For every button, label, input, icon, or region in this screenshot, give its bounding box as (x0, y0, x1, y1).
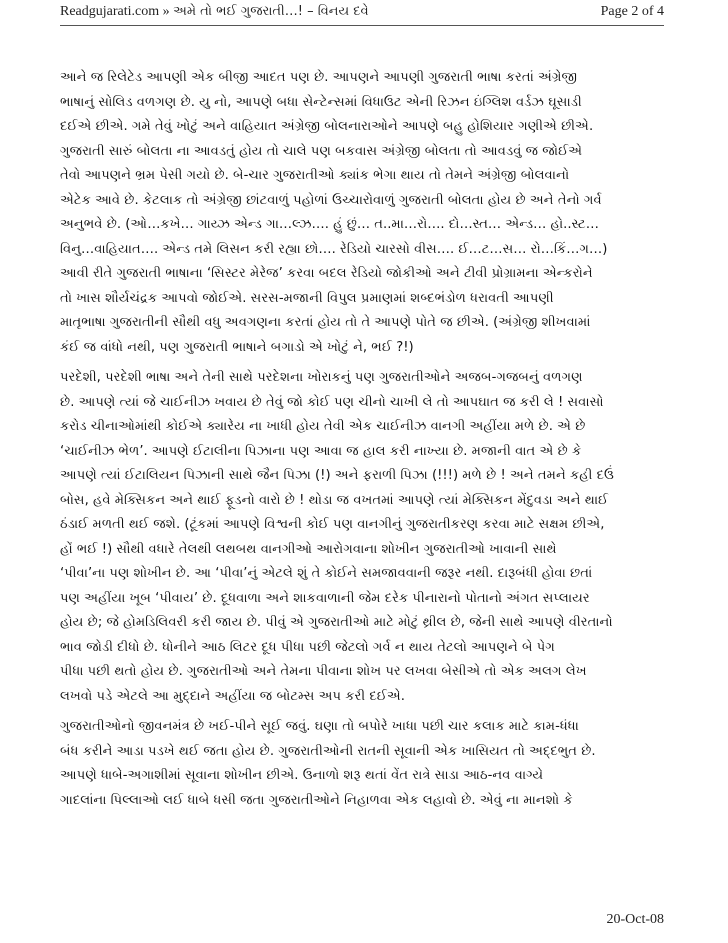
text-line: પરદેશી, પરદેશી ભાષા અને તેની સાથે પરદેશના ખોરાકનું પણ ગુજરાતીઓને અજબ-ગજબનું વળગણ (60, 370, 583, 385)
text-line: હોં ભઈ !) સૌથી વધારે તેલથી લથબથ વાનગીઓ આરોગવાના શોખીન ગુજરાતીઓ ખાવાની સાથે (60, 541, 557, 557)
paragraph (60, 715, 664, 813)
header-left (60, 4, 369, 20)
text-line: ‘ચાઈનીઝ ભેળ’. આપણે ઈટાલીના પિઝાના પણ આવા જ હાલ કરી નાખ્યા છે. મજાની વાત એ છે કે (60, 443, 582, 459)
text-line: છે. આપણે ત્યાં જે ચાઈનીઝ ખવાય છે તેવું જો કોઈ પણ ચીનો ચાખી લે તો આપઘાત જ કરી લે ! સવાસો (60, 394, 604, 410)
text-line: ગુજરાતીઓનો જીવનમંત્ર છે ખઈ-પીને સૂઈ જવું. ઘણા તો બપોરે ખાધા પછી ચાર કલાક માટે કામ-ધંધા (60, 719, 579, 734)
text-line: પીધા પછી થતો હોય છે. ગુજરાતીઓ અને તેમના પીવાના શોખ પર લખવા બેસીએ તો એક અલગ લેખ (60, 664, 587, 679)
text-line: ભાષાનું સોલિડ વળગણ છે. યુ નો, આપણે બધા સેન્ટેન્સમાં વિધાઉટ એની રિઝન ઇંગ્લિશ વર્ડઝ ઘૂસાડી (60, 94, 582, 110)
text-line: અનુભવે છે. (ઓ…કખે… ગાય્ઝ એન્ડ ગા…લ્ઝ…. હું છું… ત..મા…રો…. દો…સ્ત… એન્ડ… હો..સ્ટ… (60, 217, 599, 232)
article-title: અમે તો ભઈ ગુજરાતી…! – વિનય દવે (173, 4, 369, 19)
footer-date: 20-Oct-08 (606, 912, 664, 927)
text-line: એટેક આવે છે. કેટલાક તો અંગ્રેજી છાંટવાળું પહોળાં ઉચ્ચારોવાળું ગુજરાતી બોલતા હોય છે અને તેનો ગર્વ (60, 192, 602, 208)
text-line: આપણે ત્યાં ઈટાલિયન પિઝાની સાથે જૈન પિઝા (!) અને ફરાળી પિઝા (!!!) મળે છે ! અને તમને કહી દઉં (60, 468, 614, 483)
text-line: આને જ રિલેટેડ આપણી એક બીજી આદત પણ છે. આપણને આપણી ગુજરાતી ભાષા કરતાં અંગ્રેજી (60, 70, 578, 85)
paragraph (60, 66, 664, 360)
text-line: ગુજરાતી સારું બોલતા ના આવડતું હોય તો ચાલે પણ બકવાસ અંગ્રેજી બોલતા તો આવડવું જ જોઈએ (60, 143, 583, 159)
paragraph (60, 366, 664, 709)
text-line: તો ખાસ શૌર્યચંદ્રક આપવો જોઈએ. સરસ-મજાની વિપુલ પ્રમાણમાં શબ્દભંડોળ ધરાવતી આપણી (60, 290, 554, 306)
page-number: Page 2 of 4 (600, 4, 664, 19)
text-line: ગાદલાંના પિલ્લાઓ લઈ ધાબે ધસી જતા ગુજરાતીઓને નિહાળવા એક લહાવો છે. એવું ના માનશો કે (60, 792, 573, 808)
site-name: Readgujarati.com » (60, 4, 174, 19)
text-line: આવી રીતે ગુજરાતી ભાષાના ‘સિસ્ટર મેરેજ’ કરવા બદલ રેડિયો જોકીઓ અને ટીવી પ્રોગ્રામના એન્કરોને (60, 266, 593, 281)
text-line: લખવો પડે એટલે આ મુદ્દાને અહીંયા જ બોટમ્સ અપ કરી દઈએ. (60, 688, 405, 704)
text-line: પણ અહીંયા ખૂબ ‘પીવાય’ છે. દૂધવાળા અને શાકવાળાની જેમ દરેક પીનારાનો પોતાનો અંગત સપ્લાયર (60, 590, 590, 606)
header-divider (60, 25, 664, 26)
text-line: બંધ કરીને આડા પડખે થઈ જતા હોય છે. ગુજરાતીઓની રાતની સૂવાની એક ખાસિયત તો અદ્દભુત છે. (60, 743, 596, 759)
text-line: ઠંડાઈ મળતી થઈ જશે. (ટૂંકમાં આપણે વિશ્વની કોઈ પણ વાનગીનું ગુજરાતીકરણ કરવા માટે સક્ષમ છીએ, (60, 517, 605, 532)
text-line: કંઈ જ વાંધો નથી, પણ ગુજરાતી ભાષાને બગાડો એ ખોટું ને, ભઈ ?!) (60, 339, 414, 355)
text-line: ‘પીવા’ના પણ શોખીન છે. આ ‘પીવા’નું એટલે શું તે કોઈને સમજાવવાની જરૂર નથી. દારૂબંધી હોવા છતાં (60, 566, 593, 581)
text-line: દઈએ છીએ. ગમે તેવું ખોટું અને વાહિયાત અંગ્રેજી બોલનારાઓને આપણે બહુ હોશિયાર ગણીએ છીએ. (60, 119, 594, 134)
text-line: હોય છે; જે હોમડિલિવરી કરી જાય છે. પીવું એ ગુજરાતીઓ માટે મોટું થ્રીલ છે, જેની સાથે આપણે વીરતાનો (60, 615, 613, 630)
text-line: બોસ, હવે મેક્સિકન અને થાઈ ફૂડનો વારો છે ! થોડા જ વખતમાં આપણે ત્યાં મેક્સિકન મેંદુવડા અને થાઈ (60, 492, 609, 508)
text-line: માતૃભાષા ગુજરાતીની સૌથી વધુ અવગણના કરતાં હોય તો તે આપણે પોતે જ છીએ. (અંગ્રેજી શીખવામાં (60, 315, 591, 330)
text-line: કરોડ ચીનાઓમાંથી કોઈએ ક્યારેય ના ખાધી હોય તેવી એક ચાઈનીઝ વાનગી અહીંયા મળે છે. એ છે (60, 419, 586, 434)
text-line: આપણે ધાબે-અગાશીમાં સૂવાના શોખીન છીએ. ઉનાળો શરૂ થતાં વેંત રાત્રે સાડા આઠ-નવ વાગ્યે (60, 768, 544, 783)
text-line: તેવો આપણને ભ્રમ પેસી ગયો છે. બે-ચાર ગુજરાતીઓ ક્યાંક ભેગા થાય તો તેમને અંગ્રેજી બોલવાનો (60, 168, 570, 183)
article-body (60, 66, 664, 819)
page-header (60, 2, 664, 24)
text-line: વિનુ…વાહિયાત…. એન્ડ તમે લિસન કરી રહ્યા છો…. રેડિયો ચારસો વીસ…. ઈ…ટ…સ… રો…કિં…ગ…) (60, 241, 608, 257)
text-line: ભાવ જોડી દીધો છે. ધોનીને આઠ લિટર દૂધ પીધા પછી જેટલો ગર્વ ન થાય તેટલો આપણને બે પેગ (60, 639, 555, 655)
